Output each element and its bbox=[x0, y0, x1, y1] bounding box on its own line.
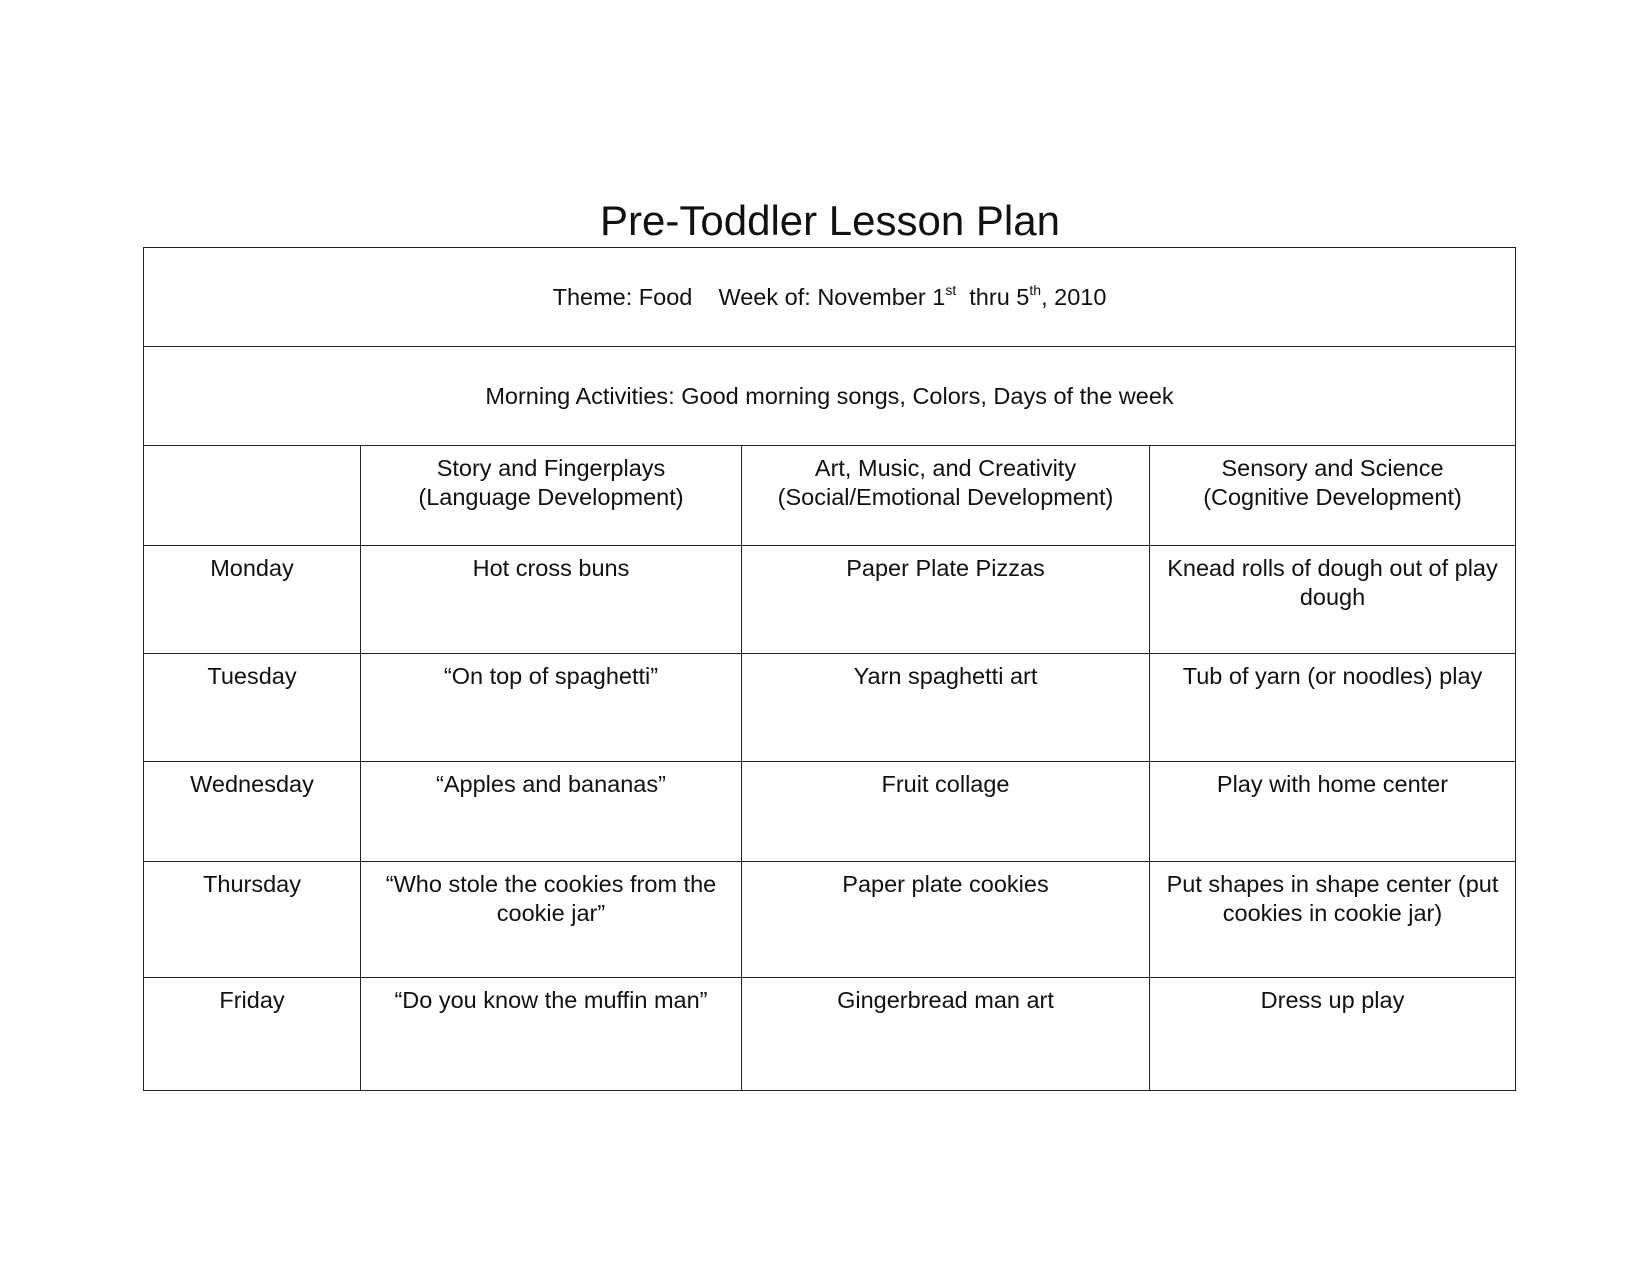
art-cell: Paper plate cookies bbox=[742, 862, 1150, 978]
day-cell: Friday bbox=[144, 978, 361, 1091]
art-cell: Paper Plate Pizzas bbox=[742, 546, 1150, 654]
page-title: Pre-Toddler Lesson Plan bbox=[600, 197, 1060, 244]
art-cell: Gingerbread man art bbox=[742, 978, 1150, 1091]
story-cell: “Who stole the cookies from the cookie jar” bbox=[361, 862, 742, 978]
day-cell: Wednesday bbox=[144, 762, 361, 862]
week-label: Week of: November 1st thru 5th, 2010 bbox=[718, 281, 1107, 310]
theme-row bbox=[144, 248, 1516, 347]
story-cell: “On top of spaghetti” bbox=[361, 654, 742, 762]
morning-activities-cell: Morning Activities: Good morning songs, Colors, Days of the week bbox=[144, 347, 1516, 446]
lesson-plan-table bbox=[143, 247, 1516, 1091]
theme-cell bbox=[144, 248, 1516, 347]
day-cell: Tuesday bbox=[144, 654, 361, 762]
sensory-cell: Put shapes in shape center (put cookies in cookie jar) bbox=[1150, 862, 1516, 978]
column-header-sensory: Sensory and Science (Cognitive Development) bbox=[1150, 446, 1516, 546]
theme-label: Theme: Food bbox=[552, 283, 693, 310]
table-row bbox=[144, 762, 1516, 862]
table-row bbox=[144, 978, 1516, 1091]
day-cell: Monday bbox=[144, 546, 361, 654]
day-cell: Thursday bbox=[144, 862, 361, 978]
column-header-art: Art, Music, and Creativity (Social/Emotional Development) bbox=[742, 446, 1150, 546]
art-cell: Fruit collage bbox=[742, 762, 1150, 862]
table-row bbox=[144, 546, 1516, 654]
story-cell: Hot cross buns bbox=[361, 546, 742, 654]
sensory-cell: Knead rolls of dough out of play dough bbox=[1150, 546, 1516, 654]
table-row bbox=[144, 862, 1516, 978]
art-cell: Yarn spaghetti art bbox=[742, 654, 1150, 762]
table-row bbox=[144, 654, 1516, 762]
sensory-cell: Play with home center bbox=[1150, 762, 1516, 862]
story-cell: “Apples and bananas” bbox=[361, 762, 742, 862]
morning-activities-row bbox=[144, 347, 1516, 446]
sensory-cell: Tub of yarn (or noodles) play bbox=[1150, 654, 1516, 762]
story-cell: “Do you know the muffin man” bbox=[361, 978, 742, 1091]
sensory-cell: Dress up play bbox=[1150, 978, 1516, 1091]
empty-header-cell bbox=[144, 446, 361, 546]
column-header-row bbox=[144, 446, 1516, 546]
column-header-story: Story and Fingerplays (Language Development) bbox=[361, 446, 742, 546]
